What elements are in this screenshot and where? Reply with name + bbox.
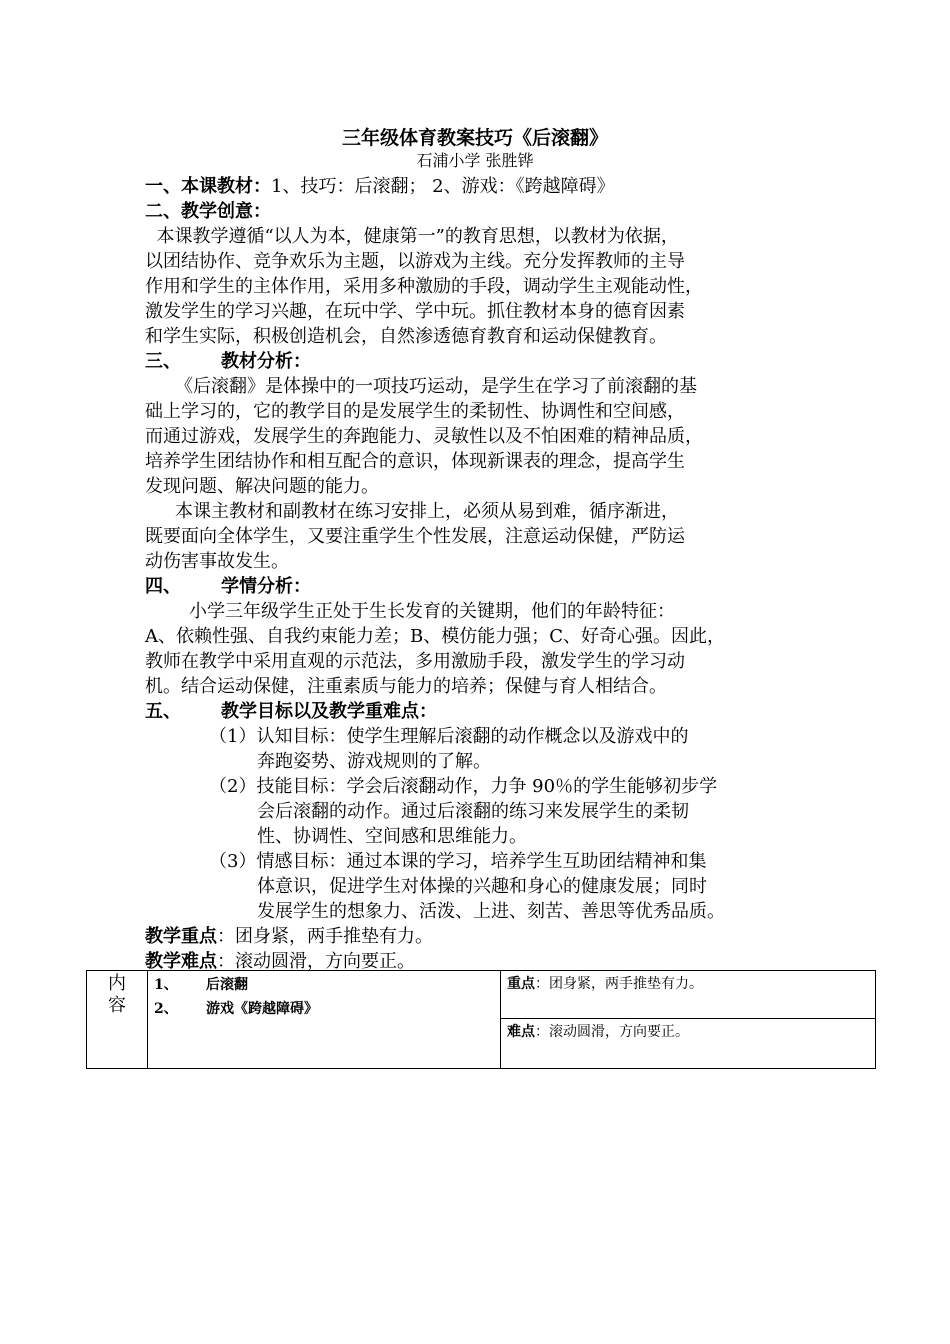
paragraph-line: 培养学生团结协作和相互配合的意识，体现新课表的理念，提高学生 (145, 451, 685, 472)
section-1-content: 1、技巧：后滚翻； 2、游戏：《跨越障碍》 (271, 176, 615, 197)
difficulty-label: 教学难点 (145, 951, 217, 972)
paragraph-line: 既要面向全体学生，又要注重学生个性发展，注意运动保健，严防运 (145, 526, 685, 547)
goal-line: 会后滚翻的动作。通过后滚翻的练习来发展学生的柔韧 (257, 801, 689, 822)
paragraph-line: 激发学生的学习兴趣，在玩中学、学中玩。抓住教材本身的德育因素 (145, 301, 685, 322)
table-item-number: 1、 (154, 977, 178, 993)
table-difficulty-text: ：滚动圆滑，方向要正。 (535, 1024, 689, 1041)
table-item-text: 游戏《跨越障碍》 (206, 1001, 318, 1017)
section-5-heading (145, 699, 815, 724)
table-key-text: ：团身紧，两手推垫有力。 (535, 976, 703, 992)
section-2-heading: 二、教学创意： (145, 201, 271, 222)
table-item (154, 973, 494, 997)
paragraph-line: 作用和学生的主体作用，采用多种激励的手段，调动学生主观能动性， (145, 276, 703, 297)
section-5-number: 五、 (145, 701, 181, 722)
author-line: 石浦小学 张胜铧 (416, 151, 534, 170)
content-table (86, 970, 876, 1069)
paragraph-line: 《后滚翻》是体操中的一项技巧运动，是学生在学习了前滚翻的基 (175, 376, 697, 397)
goal-cognitive: （1）认知目标：使学生理解后滚翻的动作概念以及游戏中的 (209, 726, 689, 747)
goal-line: 体意识，促进学生对体操的兴趣和身心的健康发展；同时 (257, 876, 707, 897)
paragraph-line: 和学生实际，积极创造机会，自然渗透德育教育和运动保健教育。 (145, 326, 667, 347)
paragraph-line: 发现问题、解决问题的能力。 (145, 476, 379, 497)
key-point-label: 教学重点 (145, 926, 217, 947)
section-5-title: 教学目标以及教学重难点： (221, 701, 437, 722)
paragraph-line: A、依赖性强、自我约束能力差；B、模仿能力强；C、好奇心强。因此， (145, 626, 725, 647)
table-difficulty-label: 难点 (507, 1024, 535, 1041)
goal-skill: （2）技能目标：学会后滚翻动作，力争 90％的学生能够初步学 (209, 776, 718, 797)
section-4-body (145, 599, 815, 699)
goal-line: 性、协调性、空间感和思维能力。 (257, 826, 527, 847)
table-key-label: 重点 (507, 976, 535, 992)
table-item-number: 2、 (154, 1001, 178, 1017)
section-3-heading (145, 349, 815, 374)
section-4-number: 四、 (145, 576, 181, 597)
document-body (145, 174, 815, 974)
table-item-text: 后滚翻 (206, 977, 248, 993)
document-title: 三年级体育教案技巧《后滚翻》 (341, 127, 608, 149)
goal-line: 奔跑姿势、游戏规则的了解。 (257, 751, 491, 772)
goals-list (145, 724, 815, 924)
paragraph-line: 本课主教材和副教材在练习安排上，必须从易到难，循序渐进， (175, 501, 679, 522)
section-4-heading (145, 574, 815, 599)
paragraph-line: 以团结协作、竞争欢乐为主题，以游戏为主线。充分发挥教师的主导 (145, 251, 685, 272)
table-col-content-label (87, 971, 148, 1069)
paragraph-line: 动伤害事故发生。 (145, 551, 289, 572)
section-1-heading: 一、本课教材： (145, 176, 271, 197)
key-point (145, 924, 815, 949)
table-label-char: 容 (108, 995, 126, 1016)
paragraph-line: 础上学习的，它的教学目的是发展学生的柔韧性、协调性和空间感， (145, 401, 685, 422)
table-label-char: 内 (108, 973, 126, 994)
section-4-title: 学情分析： (221, 576, 311, 597)
paragraph-line: 本课教学遵循“以人为本，健康第一”的教育思想，以教材为依据， (145, 226, 679, 247)
table-difficulty-cell (501, 1019, 876, 1069)
paragraph-line: 小学三年级学生正处于生长发育的关键期，他们的年龄特征： (189, 601, 675, 622)
section-3-body (145, 374, 815, 574)
table-items-cell (148, 971, 501, 1069)
key-point-text: ：团身紧，两手推垫有力。 (217, 926, 433, 947)
difficulty-text: ：滚动圆滑，方向要正。 (217, 951, 415, 972)
section-3-number: 三、 (145, 351, 181, 372)
table-item (154, 997, 494, 1021)
goal-line: 发展学生的想象力、活泼、上进、刻苦、善思等优秀品质。 (257, 901, 725, 922)
goal-emotional: （3）情感目标：通过本课的学习，培养学生互助团结精神和集 (209, 851, 707, 872)
paragraph-line: 机。结合运动保健，注重素质与能力的培养；保健与育人相结合。 (145, 676, 667, 697)
section-3-title: 教材分析： (221, 351, 311, 372)
section-2-body (145, 224, 815, 349)
table-key-cell (501, 971, 876, 1019)
section-1 (145, 174, 815, 199)
paragraph-line: 教师在教学中采用直观的示范法，多用激励手段，激发学生的学习动 (145, 651, 685, 672)
paragraph-line: 而通过游戏，发展学生的奔跑能力、灵敏性以及不怕困难的精神品质， (145, 426, 703, 447)
